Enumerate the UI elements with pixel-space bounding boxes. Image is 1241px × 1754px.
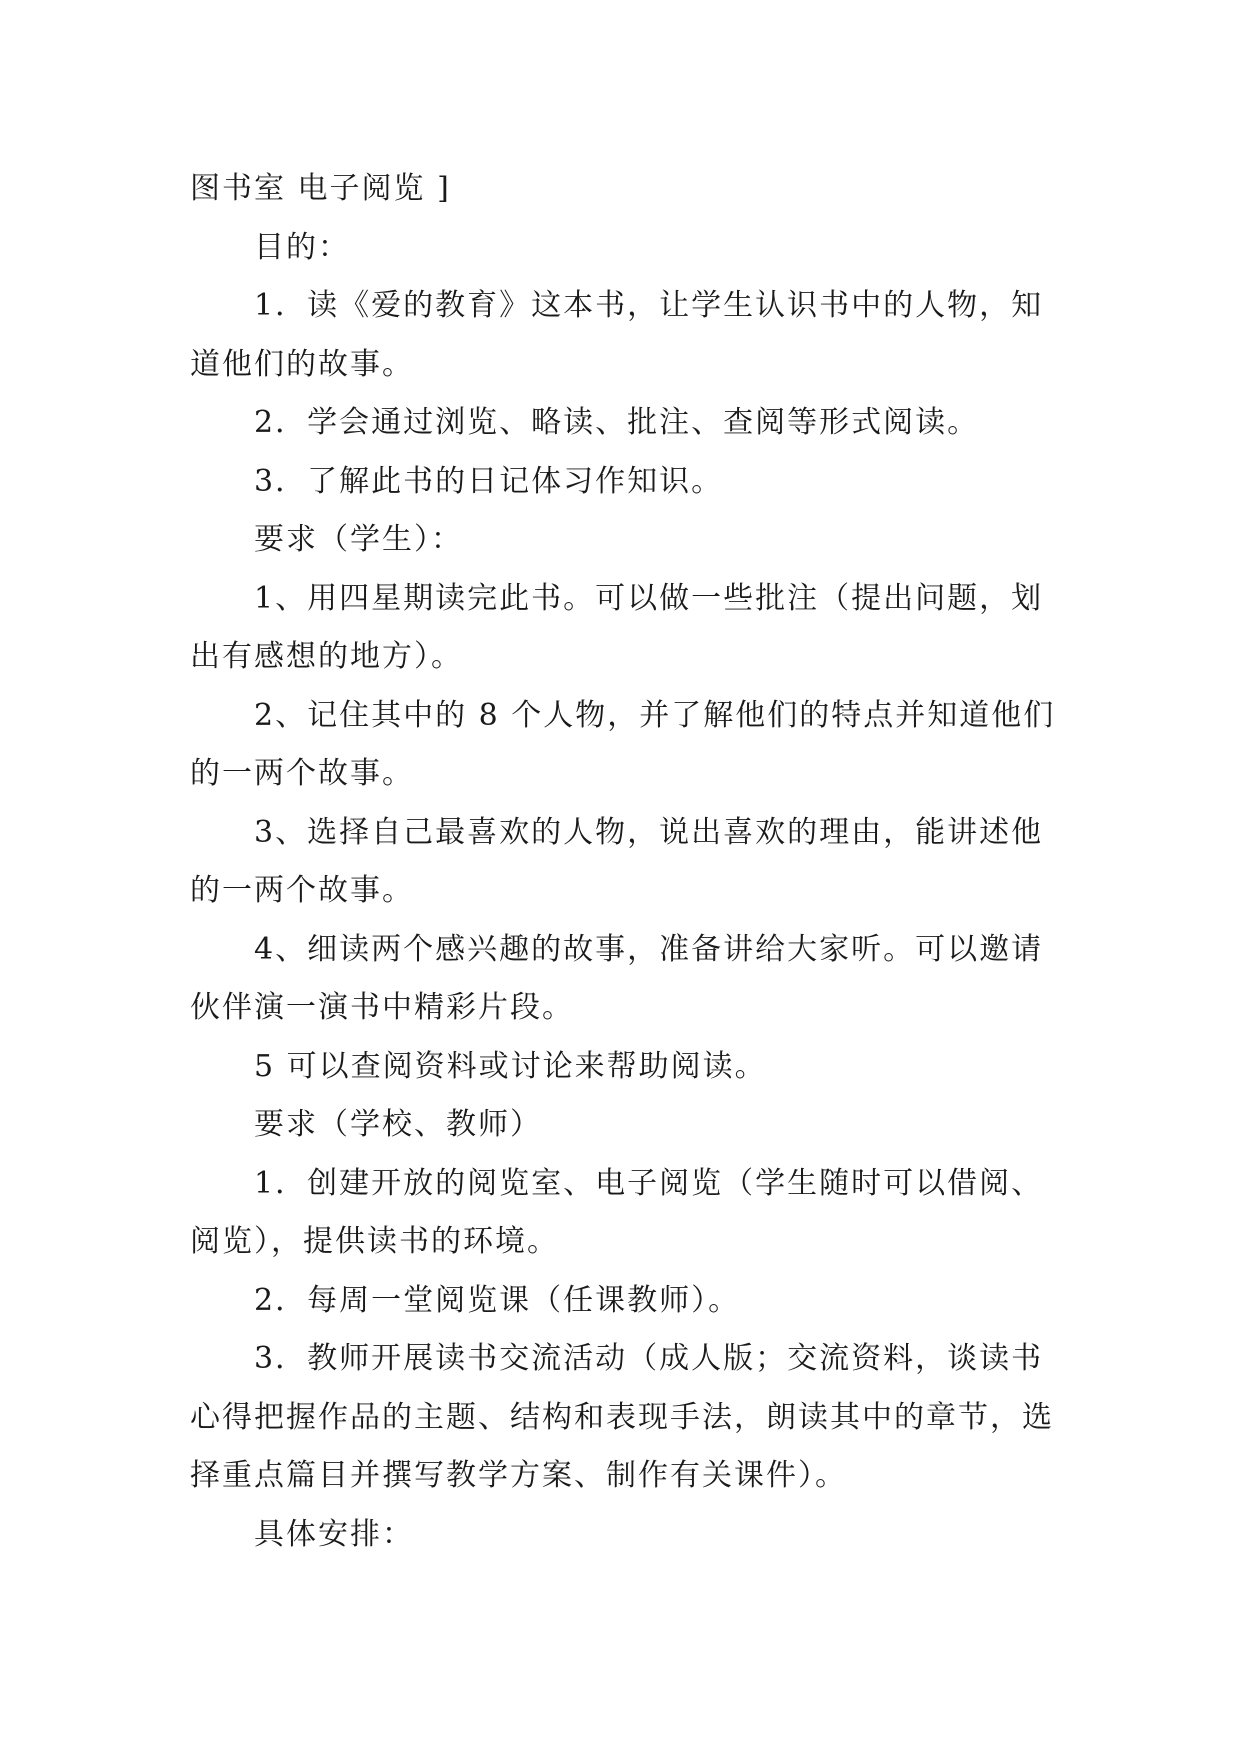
paragraph-heading-fragment: 图书室 电子阅览 ]: [190, 171, 451, 206]
paragraph-arrangement-title: 具体安排：: [254, 1516, 414, 1552]
paragraph-school-requirement-3: 3．教师开展读书交流活动（成人版；交流资料，谈读书心得把握作品的主题、结构和表现手法，朗读其中的章节，选择重点篇目并撰写教学方案、制作有关课件）。: [190, 1341, 1054, 1493]
paragraph-student-requirement-1: 1、用四星期读完此书。可以做一些批注（提出问题，划出有感想的地方）。: [190, 580, 1044, 674]
paragraph-purpose-3: 3．了解此书的日记体习作知识。: [254, 463, 724, 499]
paragraph-school-requirement-1: 1．创建开放的阅览室、电子阅览（学生随时可以借阅、阅览），提供读书的环境。: [190, 1165, 1044, 1259]
paragraph-student-requirement-3: 3、选择自己最喜欢的人物，说出喜欢的理由，能讲述他的一两个故事。: [190, 814, 1044, 908]
paragraph-school-requirement-2: 2．每周一堂阅览课（任课教师）。: [254, 1282, 741, 1318]
paragraph-school-requirements-title: 要求（学校、教师）: [254, 1107, 542, 1142]
paragraph-student-requirement-4: 4、细读两个感兴趣的故事，准备讲给大家听。可以邀请伙伴演一演书中精彩片段。: [190, 931, 1044, 1025]
paragraph-purpose-2: 2．学会通过浏览、略读、批注、查阅等形式阅读。: [254, 405, 980, 440]
paragraph-purpose-title: 目的：: [254, 229, 350, 265]
paragraph-purpose-1: 1．读《爱的教育》这本书，让学生认识书中的人物，知道他们的故事。: [190, 288, 1044, 382]
paragraph-student-requirement-5: 5 可以查阅资料或讨论来帮助阅读。: [254, 1048, 767, 1084]
document-body: [190, 160, 1070, 1564]
paragraph-student-requirement-2: 2、记住其中的 8 个人物，并了解他们的特点并知道他们的一两个故事。: [190, 697, 1056, 791]
paragraph-student-requirements-title: 要求（学生）：: [254, 522, 463, 557]
